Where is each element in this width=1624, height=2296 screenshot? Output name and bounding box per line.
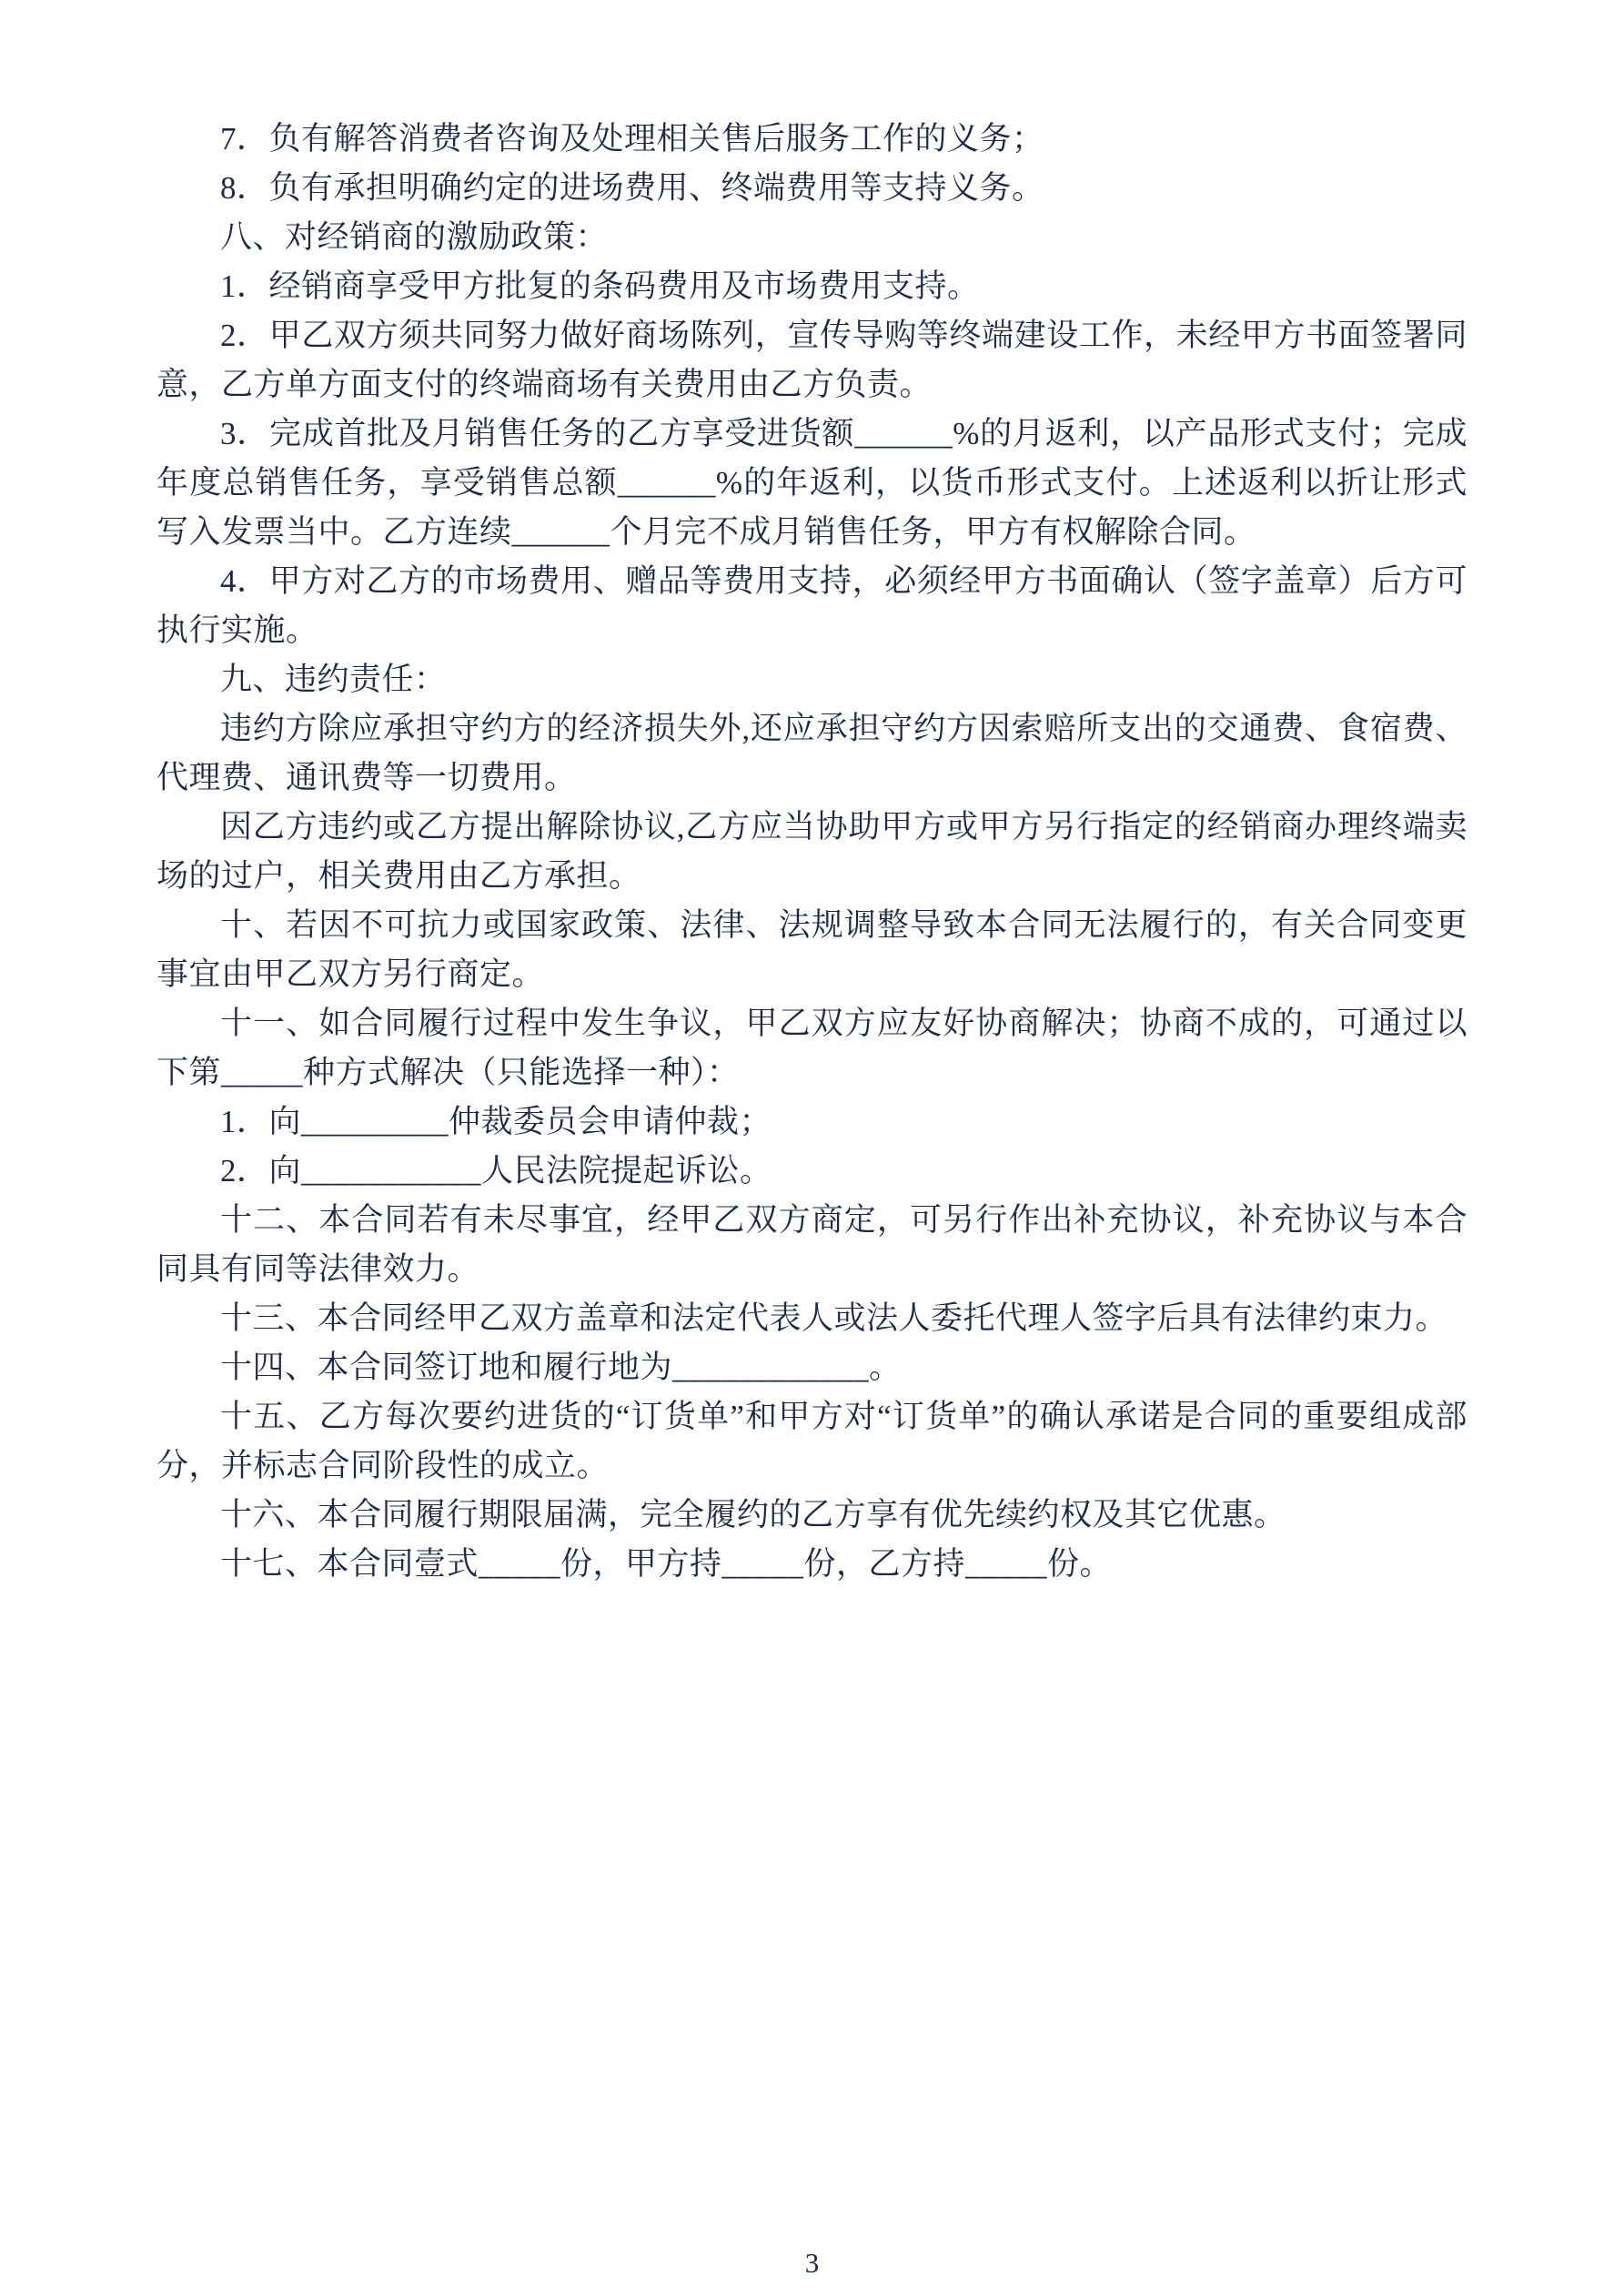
contract-paragraph: 1．经销商享受甲方批复的条码费用及市场费用支持。 xyxy=(220,268,980,304)
contract-paragraph: 4．甲方对乙方的市场费用、赠品等费用支持，必须经甲方书面确认（签字盖章）后方可执行实施。 xyxy=(156,563,1468,648)
contract-paragraph: 九、违约责任： xyxy=(220,662,447,697)
contract-paragraph: 十五、乙方每次要约进货的“订货单”和甲方对“订货单”的确认承诺是合同的重要组成部分，并标志合同阶段性的成立。 xyxy=(156,1399,1468,1483)
contract-paragraph: 7．负有解答消费者咨询及处理相关售后服务工作的义务； xyxy=(220,121,1044,157)
contract-paragraph: 十六、本合同履行期限届满，完全履约的乙方享有优先续约权及其它优惠。 xyxy=(220,1497,1286,1532)
contract-paragraph: 3．完成首批及月销售任务的乙方享受进货额______%的月返利，以产品形式支付；完成年度总销售任务，享受销售总额______%的年返利，以货币形式支付。上述返利以折让形式写入发票当中。乙方连续______个月完不成月销售任务，甲方有权解除合同。 xyxy=(156,416,1468,550)
contract-paragraph: 十七、本合同壹式_____份，甲方持_____份，乙方持_____份。 xyxy=(220,1546,1113,1582)
contract-paragraph: 8．负有承担明确约定的进场费用、终端费用等支持义务。 xyxy=(220,170,1044,206)
page-number: 3 xyxy=(804,2247,820,2279)
contract-paragraph: 2．甲乙双方须共同努力做好商场陈列，宣传导购等终端建设工作，未经甲方书面签署同意，乙方单方面支付的终端商场有关费用由乙方负责。 xyxy=(156,318,1468,402)
contract-paragraph: 八、对经销商的激励政策： xyxy=(220,219,609,255)
contract-paragraph: 违约方除应承担守约方的经济损失外,还应承担守约方因索赔所支出的交通费、食宿费、代理费、通讯费等一切费用。 xyxy=(156,711,1468,795)
contract-paragraph: 十一、如合同履行过程中发生争议，甲乙双方应友好协商解决；协商不成的，可通过以下第_____种方式解决（只能选择一种）： xyxy=(156,1006,1468,1090)
contract-paragraph: 十二、本合同若有未尽事宜，经甲乙双方商定，可另行作出补充协议，补充协议与本合同具有同等法律效力。 xyxy=(156,1202,1468,1287)
contract-paragraph: 十、若因不可抗力或国家政策、法律、法规调整导致本合同无法履行的，有关合同变更事宜由甲乙双方另行商定。 xyxy=(156,907,1468,992)
contract-paragraph: 十四、本合同签订地和履行地为____________。 xyxy=(220,1350,902,1385)
contract-paragraph: 2．向___________人民法院提起诉讼。 xyxy=(220,1153,772,1188)
contract-paragraph: 因乙方违约或乙方提出解除协议,乙方应当协助甲方或甲方另行指定的经销商办理终端卖场的过户，相关费用由乙方承担。 xyxy=(156,809,1468,894)
contract-paragraph: 1．向_________仲裁委员会申请仲裁； xyxy=(220,1104,772,1139)
contract-body xyxy=(156,115,1468,1589)
page-footer xyxy=(0,2247,1624,2280)
contract-paragraph: 十三、本合同经甲乙双方盖章和法定代表人或法人委托代理人签字后具有法律约束力。 xyxy=(220,1300,1448,1336)
